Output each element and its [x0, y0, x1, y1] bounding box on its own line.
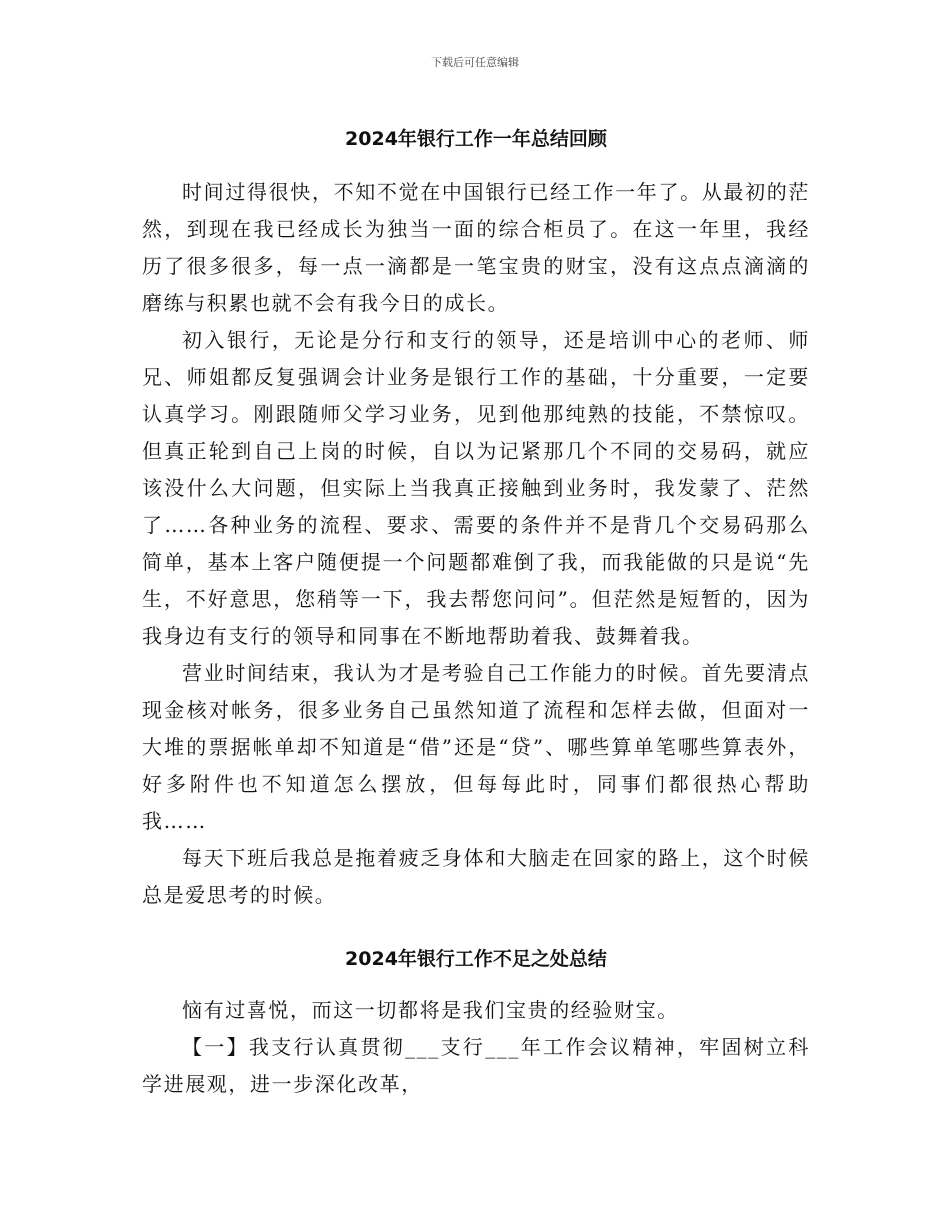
paragraph: 每天下班后我总是拖着疲乏身体和大脑走在回家的路上，这个时候总是爱思考的时候。 — [142, 846, 810, 907]
paragraph: 营业时间结束，我认为才是考验自己工作能力的时候。首先要清点现金核对帐务，很多业务自己虽然知道了流程和怎样去做，但面对一大堆的票据帐单却不知道是“借”还是“贷”、哪些算单笔哪些算表外，好多附件也不知道怎么摆放，但每每此时，同事们都很热心帮助我…… — [142, 661, 810, 833]
section-title-review: 2024年银行工作一年总结回顾 — [345, 128, 607, 150]
paragraph: 时间过得很快，不知不觉在中国银行已经工作一年了。从最初的茫然，到现在我已经成长为独当一面的综合柜员了。在这一年里，我经历了很多很多，每一点一滴都是一笔宝贵的财宝，没有这点点滴滴的磨练与积累也就不会有我今日的成长。 — [142, 180, 810, 315]
section-title-shortcomings: 2024年银行工作不足之处总结 — [345, 948, 607, 970]
paragraph: 初入银行，无论是分行和支行的领导，还是培训中心的老师、师兄、师姐都反复强调会计业务是银行工作的基础，十分重要，一定要认真学习。刚跟随师父学习业务，见到他那纯熟的技能，不禁惊叹。但真正轮到自己上岗的时候，自以为记紧那几个不同的交易码，就应该没什么大问题，但实际上当我真正接触到业务时，我发蒙了、茫然了……各种业务的流程、要求、需要的条件并不是背几个交易码那么简单，基本上客户随便提一个问题都难倒了我，而我能做的只是说“先生，不好意思，您稍等一下，我去帮您问问”。但茫然是短暂的，因为我身边有支行的领导和同事在不断地帮助着我、鼓舞着我。 — [142, 328, 810, 648]
paragraph: 【一】我支行认真贯彻___支行___年工作会议精神，牢固树立科学进展观，进一步深化改革， — [142, 1035, 810, 1096]
header-note: 下载后可任意编辑 — [431, 56, 519, 69]
paragraph: 恼有过喜悦，而这一切都将是我们宝贵的经验财宝。 — [182, 998, 679, 1022]
document-page — [142, 124, 810, 1103]
